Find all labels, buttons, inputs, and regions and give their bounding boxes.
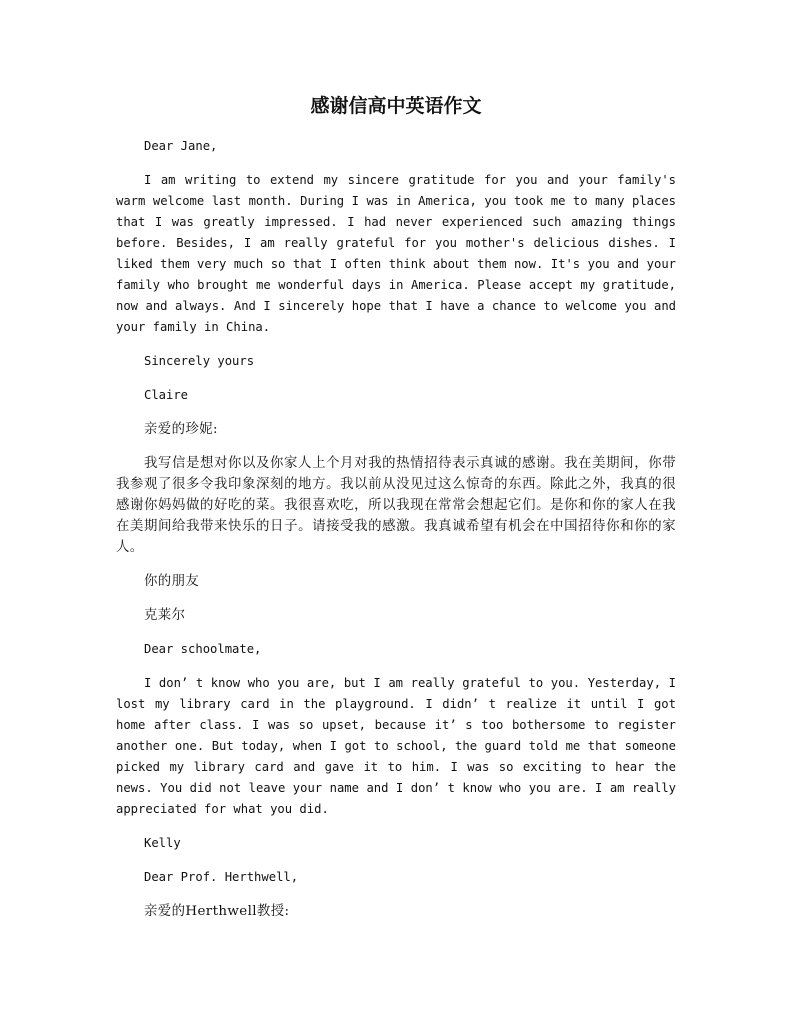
- letter1-signature: Claire: [144, 388, 189, 402]
- letter1-zh-closing: 你的朋友: [144, 574, 200, 589]
- letter1-zh-signature: 克莱尔: [144, 608, 186, 623]
- letter1-zh-greeting: 亲爱的珍妮:: [144, 422, 218, 437]
- letter1-closing: Sincerely yours: [144, 354, 255, 368]
- letter1-zh-body: 我写信是想对你以及你家人上个月对我的热情招待表示真诚的感谢。我在美期间，你带我参观了很多令我印象深刻的地方。我以前从没见过这么惊奇的东西。除此之外，我真的很感谢你妈妈做的好吃的菜。我很喜欢吃，所以我现在常常会想起它们。是你和你的家人在我在美期间给我带来快乐的日子。请接受我的感激。我真诚希望有机会在中国招待你和你的家人。: [116, 456, 676, 555]
- letter2-signature: Kelly: [144, 836, 181, 850]
- letter1-body: I am writing to extend my sincere gratitude for you and your family's warm welcome last month. During I was in America, you took me to many places that I was greatly impressed. I had never experienced such amazing things before. Besides, I am really grateful for you mother's delicious dishes. I liked them very much so that I often think about them now. It's you and your family who brought me wonderful days in America. Please accept my gratitude, now and always. And I sincerely hope that I have a chance to welcome you and your family in China.: [116, 173, 676, 334]
- letter2-body: I don’ t know who you are, but I am really grateful to you. Yesterday, I lost my library card in the playground. I didn’ t realize it until I got home after class. I was so upset, because it’ s too bothersome to register another one. But today, when I got to school, the guard told me that someone picked my library card and gave it to him. I was so exciting to hear the news. You did not leave your name and I don’ t know who you are. I am really appreciated for what you did.: [116, 676, 676, 816]
- letter2-greeting: Dear schoolmate,: [144, 642, 262, 656]
- document-title: 感谢信高中英语作文: [310, 95, 482, 117]
- document-body: [116, 136, 676, 935]
- letter3-zh-greeting: 亲爱的Herthwell教授:: [144, 904, 290, 919]
- letter3-greeting: Dear Prof. Herthwell,: [144, 870, 299, 884]
- letter1-greeting: Dear Jane,: [144, 139, 218, 153]
